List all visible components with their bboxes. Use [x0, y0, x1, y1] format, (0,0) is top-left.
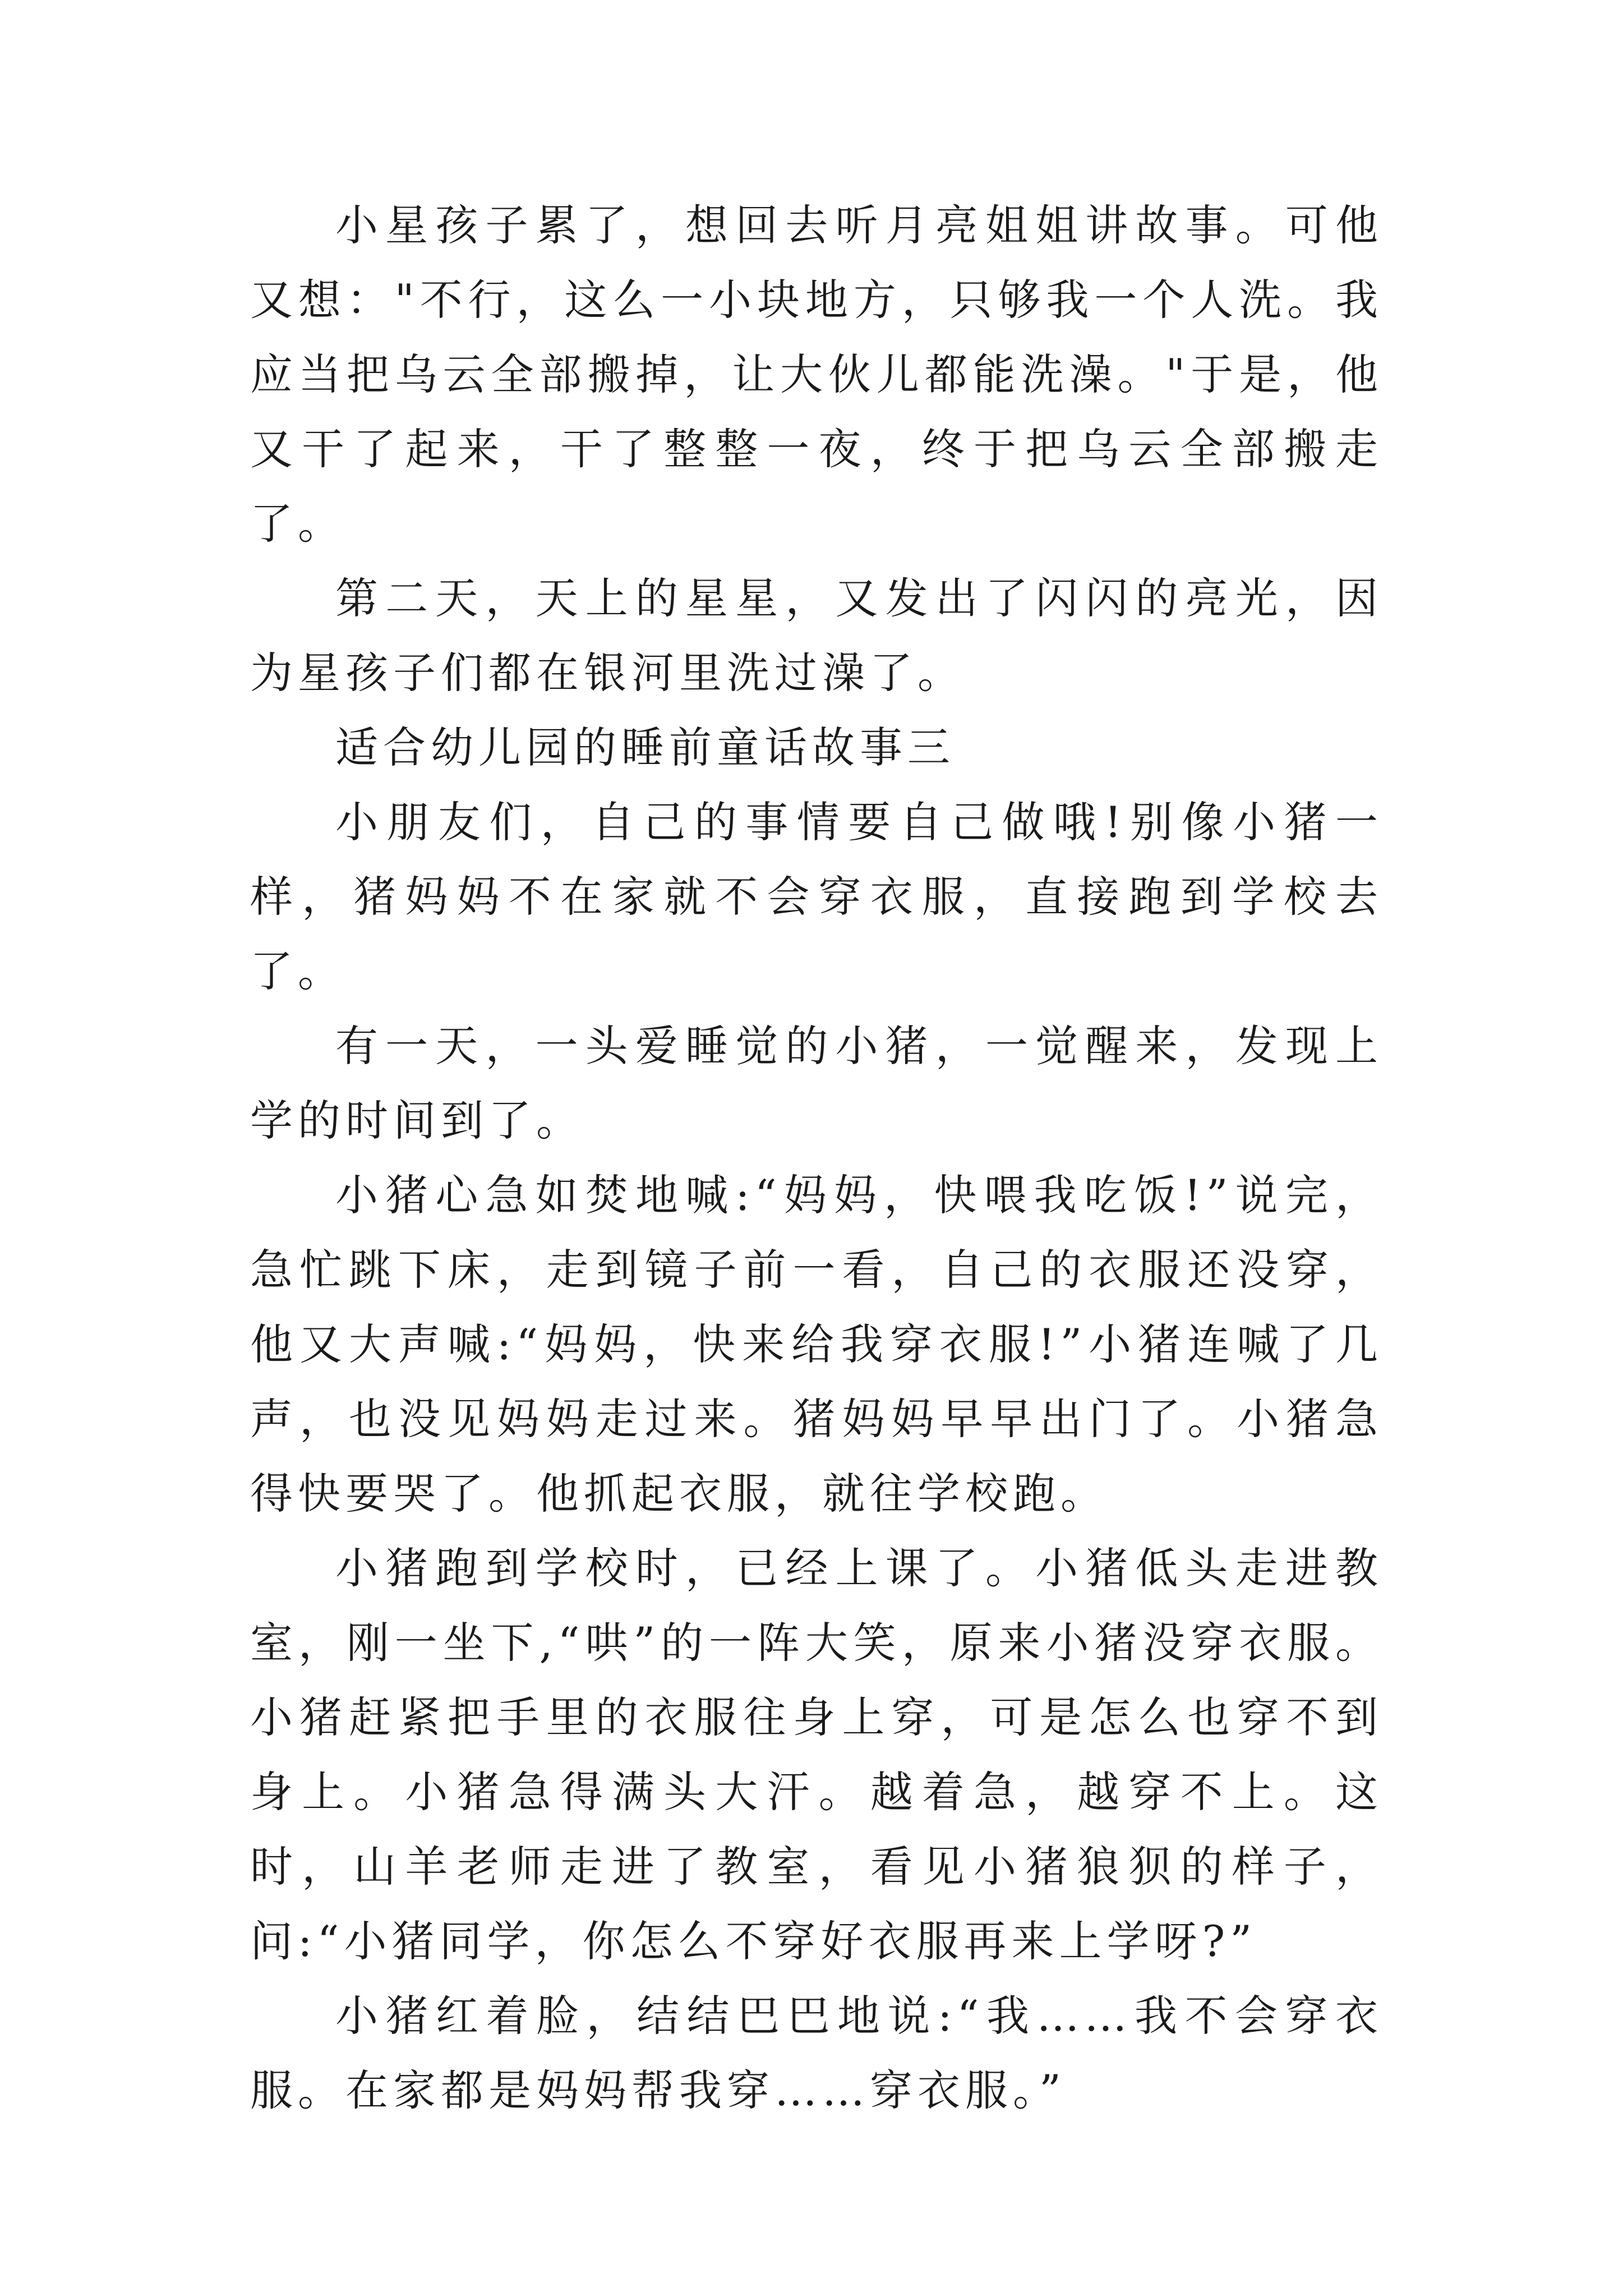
paragraph-1: 小星孩子累了，想回去听月亮姐姐讲故事。可他又想："不行，这么一小块地方，只够我一个人洗。我应当把乌云全部搬掉，让大伙儿都能洗澡。"于是，他又干了起来，干了整整一夜，终于把乌云全部搬走了。	[250, 200, 1383, 549]
section-heading: 适合幼儿园的睡前童话故事三	[335, 723, 955, 772]
paragraph-4: 有一天，一头爱睡觉的小猪，一觉醒来，发现上学的时间到了。	[250, 1021, 1383, 1145]
paragraph-2: 第二天，天上的星星，又发出了闪闪的亮光，因为星孩子们都在银河里洗过澡了。	[250, 573, 1383, 698]
paragraph-3: 小朋友们，自己的事情要自己做哦!别像小猪一样，猪妈妈不在家就不会穿衣服，直接跑到学校去了。	[250, 797, 1383, 996]
paragraph-6: 小猪跑到学校时，已经上课了。小猪低头走进教室，刚一坐下,“哄”的一阵大笑，原来小猪没穿衣服。小猪赶紧把手里的衣服往身上穿，可是怎么也穿不到身上。小猪急得满头大汗。越着急，越穿不上。这时，山羊老师走进了教室，看见小猪狼狈的样子，问:“小猪同学，你怎么不穿好衣服再来上学呀?”	[250, 1543, 1383, 1966]
paragraph-7: 小猪红着脸，结结巴巴地说:“我……我不会穿衣服。在家都是妈妈帮我穿……穿衣服。”	[250, 1991, 1383, 2115]
paragraph-5: 小猪心急如焚地喊:“妈妈，快喂我吃饭!”说完，急忙跳下床，走到镜子前一看，自己的衣服还没穿，他又大声喊:“妈妈，快来给我穿衣服!”小猪连喊了几声，也没见妈妈走过来。猪妈妈早早出门了。小猪急得快要哭了。他抓起衣服，就往学校跑。	[250, 1170, 1383, 1519]
document-body	[250, 188, 1383, 2128]
